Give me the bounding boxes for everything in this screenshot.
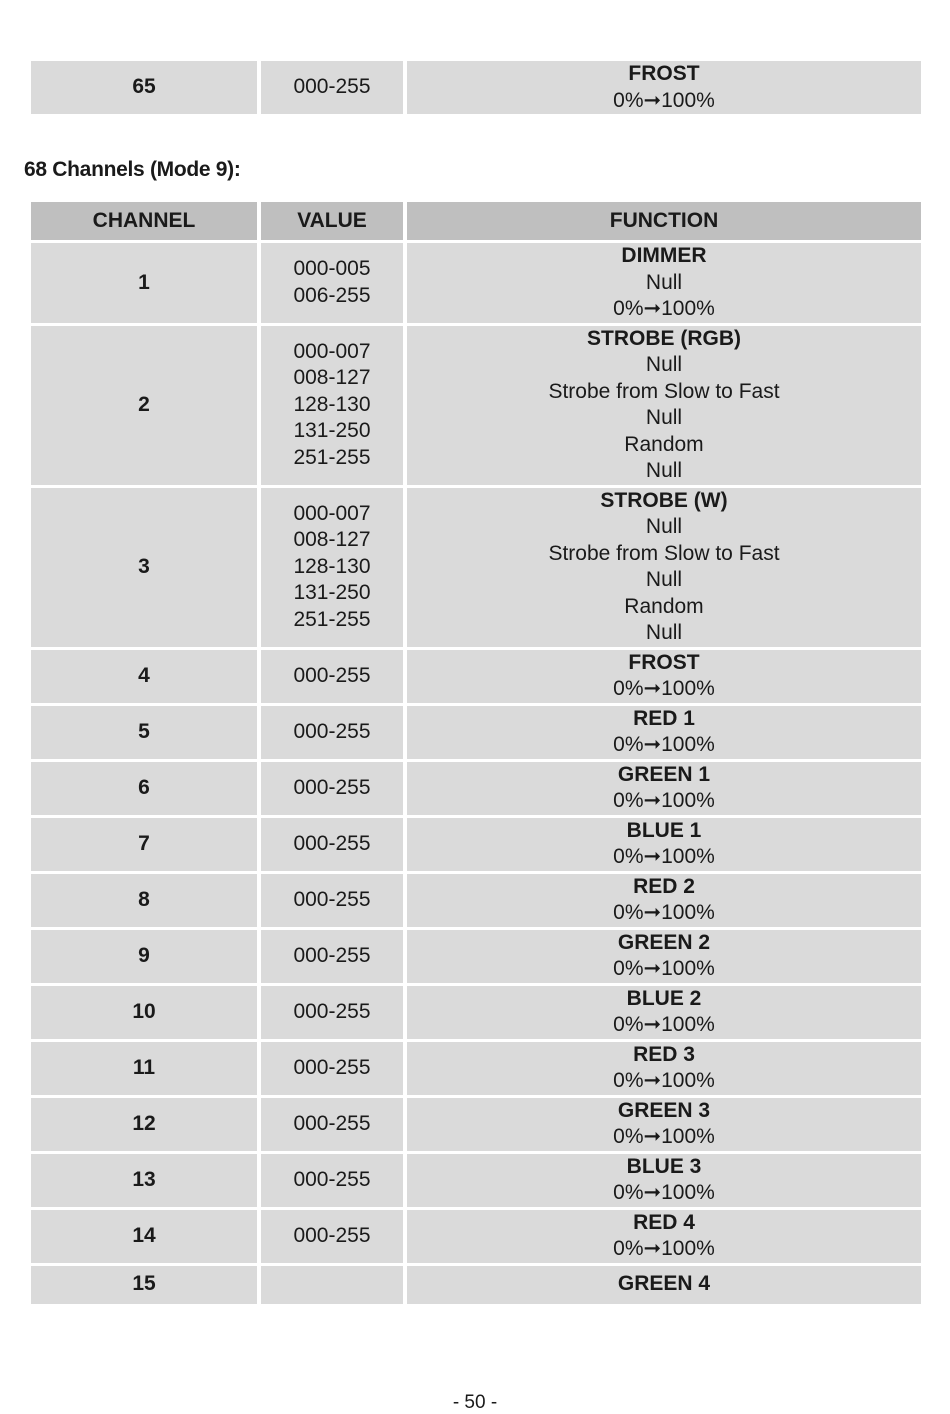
value-range: 251-255 xyxy=(293,445,371,469)
value-range: 000-255 xyxy=(293,999,371,1023)
function-title: STROBE (RGB) xyxy=(587,326,741,350)
function-description: Strobe from Slow to Fast xyxy=(548,379,780,403)
function-cell xyxy=(407,818,921,871)
value-range: 000-255 xyxy=(293,1167,371,1191)
function-description: Null xyxy=(645,459,683,482)
value-range: 251-255 xyxy=(293,607,371,631)
table-row xyxy=(31,818,921,871)
function-description: Null xyxy=(645,270,683,294)
function-description: 0%➞100% xyxy=(613,1125,715,1148)
channel-cell: 65 xyxy=(31,61,257,114)
function-description: 0%➞100% xyxy=(613,1069,715,1092)
function-cell xyxy=(407,1154,921,1207)
channel-cell: 12 xyxy=(31,1098,257,1151)
value-cell xyxy=(261,650,403,703)
value-range: 000-255 xyxy=(293,1223,371,1247)
table-row xyxy=(31,874,921,927)
table-row xyxy=(31,326,921,485)
value-range: 006-255 xyxy=(293,283,371,307)
function-description: Null xyxy=(645,406,683,429)
value-range: 000-255 xyxy=(293,775,371,799)
function-cell xyxy=(407,706,921,759)
dmx-channel-table xyxy=(27,199,925,1307)
top-table-body xyxy=(31,61,921,114)
function-cell xyxy=(407,326,921,485)
value-cell xyxy=(261,326,403,485)
value-range: 000-255 xyxy=(293,1055,371,1079)
function-cell xyxy=(407,243,921,323)
function-title: GREEN 2 xyxy=(617,930,711,954)
value-range: 000-005 xyxy=(293,257,371,281)
function-cell xyxy=(407,986,921,1039)
value-range: 000-255 xyxy=(293,719,371,743)
function-description: 0%➞100% xyxy=(613,88,715,112)
function-title: FROST xyxy=(628,62,700,85)
channel-cell: 15 xyxy=(31,1266,257,1304)
page-number: - 50 - xyxy=(452,1392,498,1413)
channel-cell: 2 xyxy=(31,326,257,485)
function-description: 0%➞100% xyxy=(613,845,715,868)
value-range: 131-250 xyxy=(293,581,371,605)
function-title: BLUE 3 xyxy=(626,1154,702,1178)
function-description: 0%➞100% xyxy=(613,733,715,756)
value-cell xyxy=(261,930,403,983)
function-description: 0%➞100% xyxy=(613,1013,715,1036)
table-header-row xyxy=(31,202,921,240)
channel-cell: 13 xyxy=(31,1154,257,1207)
table-row xyxy=(31,1266,921,1304)
function-title: STROBE (W) xyxy=(600,488,728,512)
function-description: Null xyxy=(645,515,683,538)
value-cell xyxy=(261,1210,403,1263)
value-range: 000-255 xyxy=(293,1111,371,1135)
function-cell xyxy=(407,488,921,647)
function-title: FROST xyxy=(628,650,700,674)
function-description: 0%➞100% xyxy=(613,957,715,980)
value-range: 000-007 xyxy=(293,339,371,363)
main-table-body xyxy=(31,243,921,1304)
function-description: 0%➞100% xyxy=(613,901,715,924)
value-range: 000-255 xyxy=(293,943,371,967)
value-cell xyxy=(261,706,403,759)
channel-cell: 10 xyxy=(31,986,257,1039)
table-row xyxy=(31,762,921,815)
function-title: BLUE 1 xyxy=(626,818,702,842)
channel-cell: 3 xyxy=(31,488,257,647)
function-description: Random xyxy=(624,594,704,618)
value-cell xyxy=(261,818,403,871)
function-title: BLUE 2 xyxy=(626,986,702,1010)
value-range: 000-255 xyxy=(293,831,371,855)
channel-cell: 1 xyxy=(31,243,257,323)
function-title: RED 1 xyxy=(633,706,695,730)
function-description: 0%➞100% xyxy=(613,1181,715,1204)
table-row xyxy=(31,930,921,983)
value-range: 000-007 xyxy=(293,501,371,525)
function-description: 0%➞100% xyxy=(613,297,715,320)
header-channel: CHANNEL xyxy=(31,202,257,240)
value-range: 008-127 xyxy=(293,366,371,390)
value-cell xyxy=(261,488,403,647)
function-description: 0%➞100% xyxy=(613,677,715,700)
function-description: Random xyxy=(624,432,704,456)
channel-cell: 7 xyxy=(31,818,257,871)
value-range: 128-130 xyxy=(293,392,371,416)
table-row xyxy=(31,1098,921,1151)
function-cell xyxy=(407,61,921,114)
value-cell xyxy=(261,986,403,1039)
channel-cell: 11 xyxy=(31,1042,257,1095)
value-cell xyxy=(261,874,403,927)
function-cell xyxy=(407,1098,921,1151)
function-description: Null xyxy=(645,568,683,591)
header-function: FUNCTION xyxy=(407,202,921,240)
function-title: GREEN 1 xyxy=(617,762,711,786)
dmx-table-continued xyxy=(27,58,925,117)
function-cell xyxy=(407,1266,921,1304)
value-cell xyxy=(261,61,403,114)
function-description: Strobe from Slow to Fast xyxy=(548,541,780,565)
channel-cell: 14 xyxy=(31,1210,257,1263)
table-row xyxy=(31,650,921,703)
table-row xyxy=(31,986,921,1039)
channel-cell: 9 xyxy=(31,930,257,983)
value-range: 000-255 xyxy=(293,75,371,99)
channel-cell: 8 xyxy=(31,874,257,927)
function-title: RED 3 xyxy=(633,1042,695,1066)
function-cell xyxy=(407,650,921,703)
value-range: 000-255 xyxy=(293,887,371,911)
channel-cell: 5 xyxy=(31,706,257,759)
value-range: 128-130 xyxy=(293,554,371,578)
function-description: Null xyxy=(645,621,683,644)
channel-cell: 4 xyxy=(31,650,257,703)
function-title: DIMMER xyxy=(621,244,707,267)
function-description: Null xyxy=(645,353,683,376)
value-range: 000-255 xyxy=(293,663,371,687)
function-title: RED 2 xyxy=(633,874,695,898)
function-cell xyxy=(407,1042,921,1095)
function-description: 0%➞100% xyxy=(613,1237,715,1260)
table-row xyxy=(31,61,921,114)
table-row xyxy=(31,1154,921,1207)
table-row xyxy=(31,706,921,759)
table-row xyxy=(31,1210,921,1263)
value-range: 008-127 xyxy=(293,528,371,552)
table-row xyxy=(31,1042,921,1095)
value-cell xyxy=(261,1154,403,1207)
value-cell xyxy=(261,1042,403,1095)
function-cell xyxy=(407,762,921,815)
value-cell xyxy=(261,1098,403,1151)
function-title: GREEN 4 xyxy=(617,1272,711,1296)
function-title: RED 4 xyxy=(633,1210,695,1234)
value-cell xyxy=(261,762,403,815)
function-cell xyxy=(407,1210,921,1263)
function-cell xyxy=(407,930,921,983)
table-row xyxy=(31,488,921,647)
channel-cell: 6 xyxy=(31,762,257,815)
header-value: VALUE xyxy=(261,202,403,240)
function-title: GREEN 3 xyxy=(617,1098,711,1122)
value-range: 131-250 xyxy=(293,419,371,443)
function-description: 0%➞100% xyxy=(613,789,715,812)
function-cell xyxy=(407,874,921,927)
table-row xyxy=(31,243,921,323)
section-heading: 68 Channels (Mode 9): xyxy=(24,158,241,181)
value-cell xyxy=(261,1266,403,1304)
value-cell xyxy=(261,243,403,323)
